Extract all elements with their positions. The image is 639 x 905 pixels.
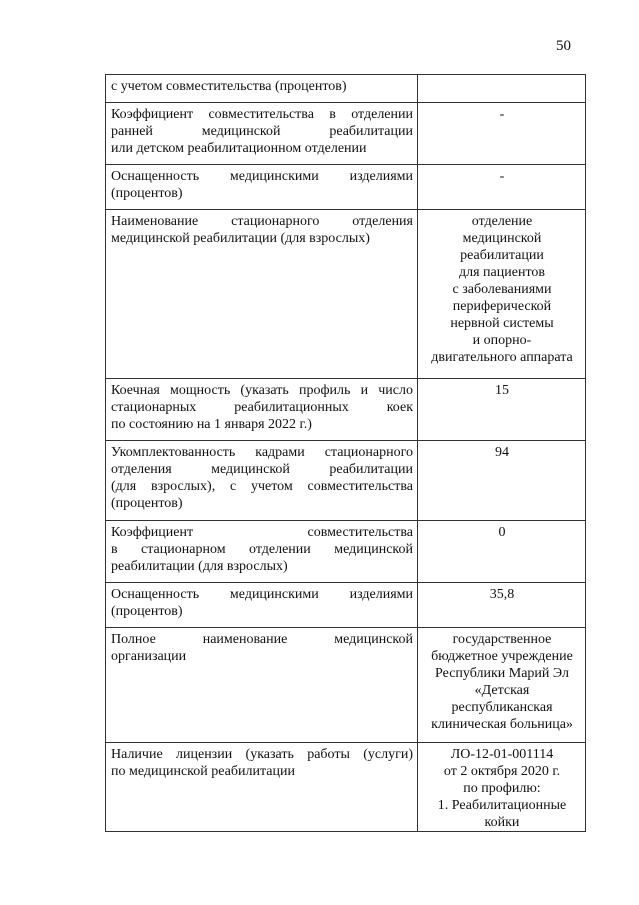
- row-value-line: отделение: [471, 214, 533, 229]
- row-value-line: для пациентов: [459, 265, 545, 280]
- row-label-line: Коечная мощность (указать профиль и число: [111, 383, 413, 398]
- table-row: [106, 165, 586, 210]
- row-value-line: -: [499, 107, 505, 122]
- row-value-line: 1. Реабилитационные: [437, 798, 567, 813]
- row-label-cell: [106, 165, 418, 210]
- row-value-line: двигательного аппарата: [431, 350, 573, 365]
- row-label-cell: [106, 103, 418, 165]
- row-value-line: Республики Марий Эл: [435, 666, 569, 681]
- row-value-line: государственное: [452, 632, 552, 647]
- row-label-line: Оснащенность медицинскими изделиями: [111, 169, 413, 184]
- row-label-line: Коэффициент совместительства: [111, 525, 413, 540]
- row-label-line: или детском реабилитационном отделении: [111, 141, 367, 156]
- row-label-line: медицинской реабилитации (для взрослых): [111, 231, 370, 246]
- row-value-line: 35,8: [489, 587, 515, 602]
- row-label-line: по состоянию на 1 января 2022 г.): [111, 417, 312, 432]
- row-label-line: (процентов): [111, 604, 183, 619]
- row-label-line: реабилитации (для взрослых): [111, 559, 288, 574]
- table-row: [106, 441, 586, 521]
- table-row: [106, 75, 586, 103]
- row-value-line: клиническая больница»: [431, 717, 573, 732]
- table-body: [106, 75, 586, 832]
- row-value-cell: [418, 210, 586, 379]
- row-label-line: по медицинской реабилитации: [111, 764, 295, 779]
- row-value-cell: [418, 743, 586, 832]
- row-label-cell: [106, 441, 418, 521]
- row-label-line: в стационарном отделении медицинской: [111, 542, 413, 557]
- row-label-line: ранней медицинской реабилитации: [111, 124, 413, 139]
- table-row: [106, 583, 586, 628]
- row-value-line: и опорно-: [472, 333, 532, 348]
- row-value-cell: [418, 628, 586, 743]
- row-label-cell: [106, 583, 418, 628]
- row-value-line: ЛО-12-01-001114: [450, 747, 554, 762]
- row-label-line: Оснащенность медицинскими изделиями: [111, 587, 413, 602]
- row-label-line: (для взрослых), с учетом совместительства: [111, 479, 413, 494]
- row-label-cell: [106, 521, 418, 583]
- row-value-line: 94: [495, 445, 509, 460]
- row-label-line: Укомплектованность кадрами стационарного: [111, 445, 413, 460]
- row-label-cell: [106, 75, 418, 103]
- row-label-line: Коэффициент совместительства в отделении: [111, 107, 413, 122]
- table-row: [106, 379, 586, 441]
- row-label-cell: [106, 379, 418, 441]
- row-value-line: 15: [495, 383, 509, 398]
- table-row: [106, 743, 586, 832]
- table-row: [106, 103, 586, 165]
- table-row: [106, 628, 586, 743]
- row-value-line: 0: [498, 525, 506, 540]
- row-value-line: «Детская: [474, 683, 530, 698]
- table-row: [106, 210, 586, 379]
- row-label-line: Полное наименование медицинской: [111, 632, 413, 647]
- row-value-line: нервной системы: [450, 316, 554, 331]
- row-value-line: с заболеваниями: [452, 282, 552, 297]
- data-table: [105, 74, 586, 832]
- row-label-cell: [106, 210, 418, 379]
- row-label-line: организации: [111, 649, 187, 664]
- row-value-line: бюджетное учреждение: [431, 649, 573, 664]
- row-value-line: периферической: [452, 299, 552, 314]
- row-label-line: стационарных реабилитационных коек: [111, 400, 413, 415]
- row-label-cell: [106, 628, 418, 743]
- row-label-cell: [106, 743, 418, 832]
- row-label-line: Наименование стационарного отделения: [111, 214, 413, 229]
- row-label-line: (процентов): [111, 186, 183, 201]
- row-label-line: Наличие лицензии (указать работы (услуги): [111, 747, 413, 762]
- row-value-cell: [418, 441, 586, 521]
- row-value-cell: [418, 103, 586, 165]
- row-value-cell: [418, 379, 586, 441]
- row-label-line: с учетом совместительства (процентов): [111, 79, 347, 94]
- row-label-line: отделения медицинской реабилитации: [111, 462, 413, 477]
- row-value-line: койки: [484, 815, 520, 830]
- row-label-line: (процентов): [111, 496, 183, 511]
- table-row: [106, 521, 586, 583]
- row-value-cell: [418, 75, 586, 103]
- row-value-line: республиканская: [451, 700, 553, 715]
- row-value-cell: [418, 583, 586, 628]
- row-value-line: от 2 октября 2020 г.: [443, 764, 561, 779]
- row-value-line: медицинской: [462, 231, 542, 246]
- row-value-line: реабилитации: [460, 248, 544, 263]
- page-number: 50: [556, 38, 571, 54]
- row-value-line: по профилю:: [463, 781, 541, 796]
- row-value-cell: [418, 165, 586, 210]
- row-value-line: -: [499, 169, 505, 184]
- row-value-cell: [418, 521, 586, 583]
